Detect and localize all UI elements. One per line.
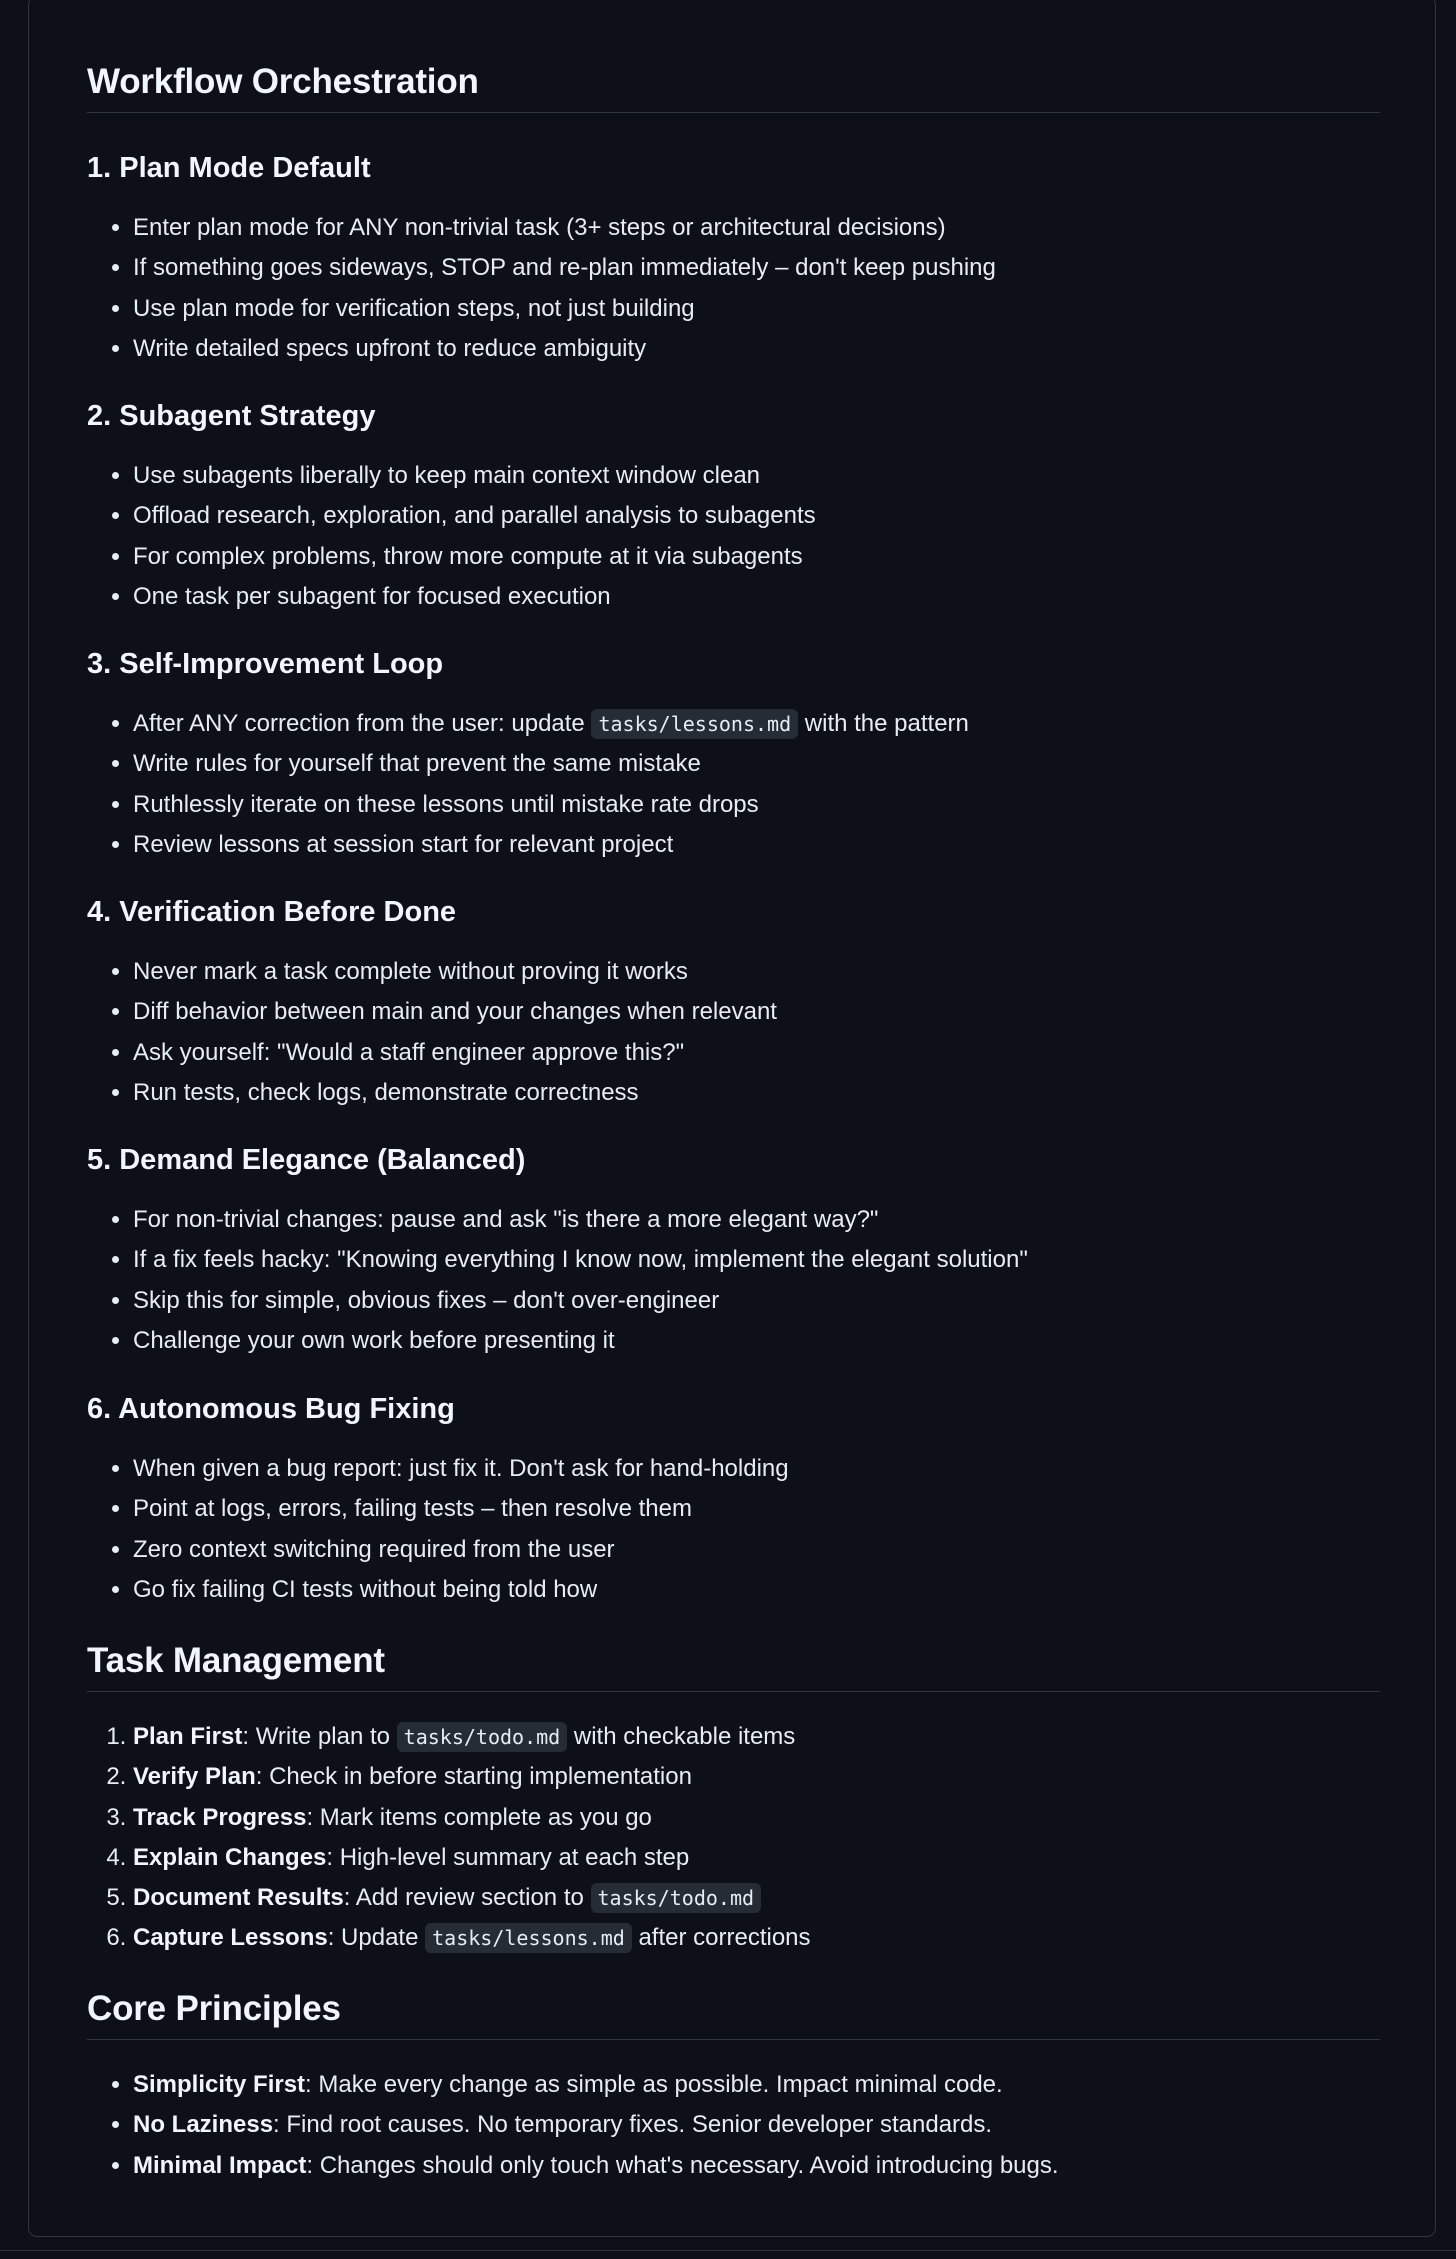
list-task-management [87,1717,811,1959]
subheading-plan-mode-default: 1. Plan Mode Default [87,152,371,184]
subheading-subagent-strategy: 2. Subagent Strategy [87,400,376,432]
list-item: 4. Explain Changes: High-level summary at each step [133,1838,811,1878]
list-core-principles [87,2065,1059,2186]
list-item: • For non-trivial changes: pause and ask "is there a more elegant way?" [133,1200,1028,1240]
list-item: • If something goes sideways, STOP and re-plan immediately – don't keep pushing [133,248,996,288]
list-item: • Skip this for simple, obvious fixes – don't over-engineer [133,1281,1028,1321]
list-item: 5. Document Results: Add review section to tasks/todo.md [133,1878,811,1918]
list-item: • Ask yourself: "Would a staff engineer approve this?" [133,1033,777,1073]
heading-core-principles: Core Principles [87,1989,1380,2040]
subheading-verification-before-done: 4. Verification Before Done [87,896,457,928]
list-item: 2. Verify Plan: Check in before starting implementation [133,1757,811,1797]
inline-code: tasks/todo.md [397,1722,568,1752]
list-self-improvement-loop [87,704,969,865]
list-item: • For complex problems, throw more compute at it via subagents [133,537,816,577]
list-subagent-strategy [87,456,816,617]
list-item: • Diff behavior between main and your changes when relevant [133,992,777,1032]
list-item: • Write detailed specs upfront to reduce ambiguity [133,329,996,369]
list-item: • Offload research, exploration, and parallel analysis to subagents [133,496,816,536]
list-item: • Zero context switching required from the user [133,1530,789,1570]
subheading-autonomous-bug-fixing: 6. Autonomous Bug Fixing [87,1393,455,1425]
list-item: • Go fix failing CI tests without being told how [133,1570,789,1610]
list-item: • No Laziness: Find root causes. No temporary fixes. Senior developer standards. [133,2105,1059,2145]
heading-workflow-orchestration: Workflow Orchestration [87,62,1380,113]
list-item: 1. Plan First: Write plan to tasks/todo.md with checkable items [133,1717,811,1757]
list-demand-elegance [87,1200,1028,1361]
list-item: • Enter plan mode for ANY non-trivial task (3+ steps or architectural decisions) [133,208,996,248]
inline-code: tasks/lessons.md [591,709,798,739]
divider [0,2250,1456,2251]
list-item: 3. Track Progress: Mark items complete as you go [133,1798,811,1838]
list-item: • When given a bug report: just fix it. Don't ask for hand-holding [133,1449,789,1489]
list-item: • After ANY correction from the user: update tasks/lessons.md with the pattern [133,704,969,744]
list-item: • Point at logs, errors, failing tests – then resolve them [133,1489,789,1529]
list-autonomous-bug-fixing [87,1449,789,1610]
list-item: • Ruthlessly iterate on these lessons until mistake rate drops [133,785,969,825]
list-item: • Challenge your own work before presenting it [133,1321,1028,1361]
list-item: • Minimal Impact: Changes should only touch what's necessary. Avoid introducing bugs. [133,2146,1059,2186]
list-item: 6. Capture Lessons: Update tasks/lessons.md after corrections [133,1918,811,1958]
list-item: • Write rules for yourself that prevent the same mistake [133,744,969,784]
list-item: • Review lessons at session start for relevant project [133,825,969,865]
subheading-self-improvement-loop: 3. Self-Improvement Loop [87,648,444,680]
list-plan-mode-default [87,208,996,369]
inline-code: tasks/lessons.md [425,1923,632,1953]
list-item: • If a fix feels hacky: "Knowing everything I know now, implement the elegant solution" [133,1240,1028,1280]
list-verification-before-done [87,952,777,1113]
list-item: • Use subagents liberally to keep main context window clean [133,456,816,496]
inline-code: tasks/todo.md [591,1883,762,1913]
heading-task-management: Task Management [87,1641,1380,1692]
list-item: • Use plan mode for verification steps, not just building [133,289,996,329]
list-item: • One task per subagent for focused execution [133,577,816,617]
list-item: • Run tests, check logs, demonstrate correctness [133,1073,777,1113]
subheading-demand-elegance: 5. Demand Elegance (Balanced) [87,1144,526,1176]
list-item: • Simplicity First: Make every change as simple as possible. Impact minimal code. [133,2065,1059,2105]
list-item: • Never mark a task complete without proving it works [133,952,777,992]
